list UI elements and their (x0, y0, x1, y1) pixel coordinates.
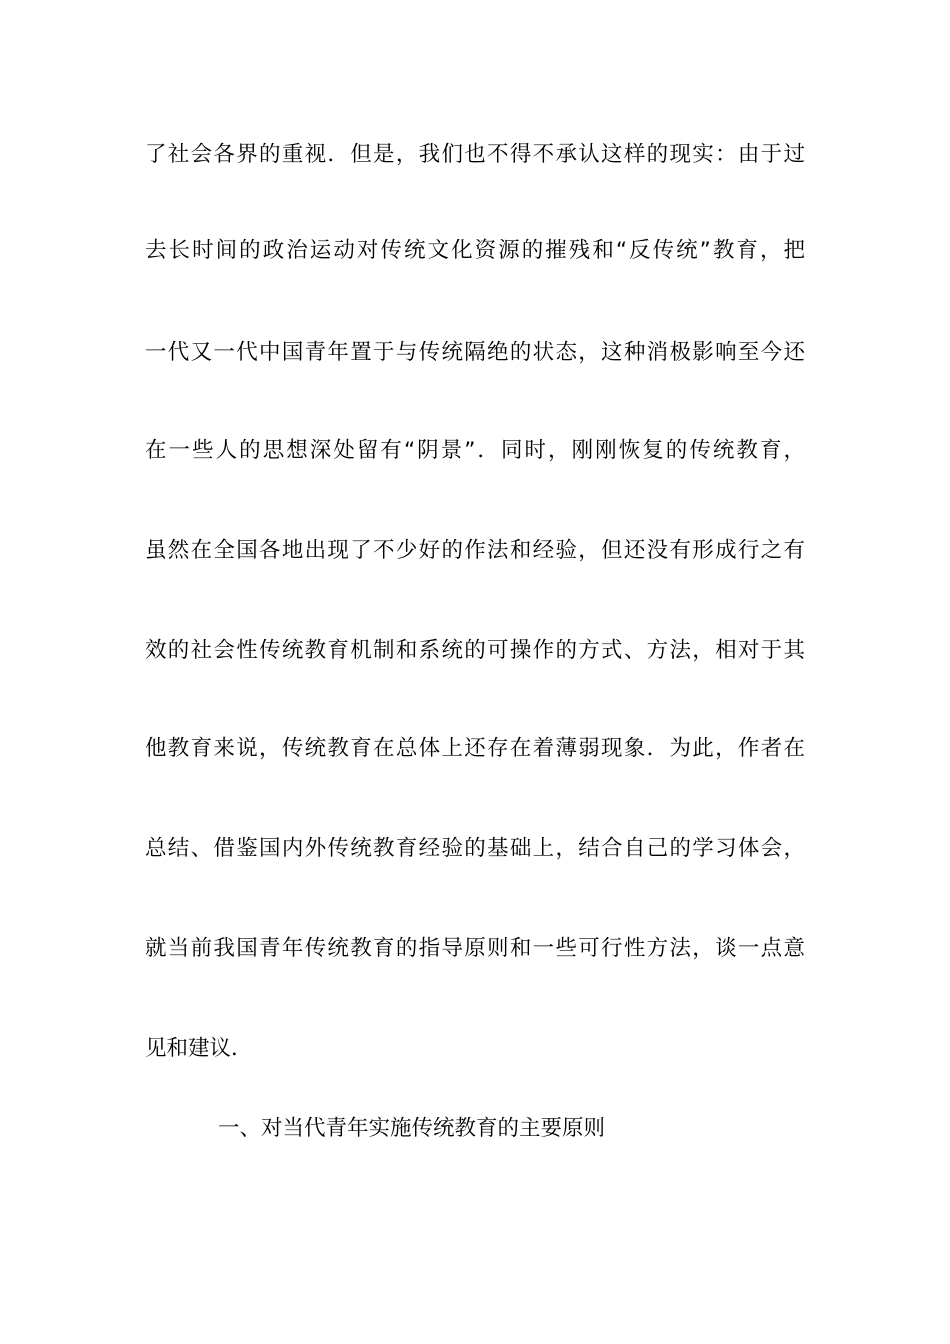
paragraph-line: 总结、借鉴国内外传统教育经验的基础上，结合自己的学习体会， (145, 836, 805, 861)
paragraph-line: 去长时间的政治运动对传统文化资源的摧残和“反传统”教育，把 (145, 238, 805, 263)
paragraph-line: 见和建议． (145, 1036, 253, 1061)
paragraph-line: 就当前我国青年传统教育的指导原则和一些可行性方法，谈一点意 (145, 936, 805, 961)
paragraph-line: 在一些人的思想深处留有“阴景”．同时，刚刚恢复的传统教育， (145, 438, 805, 463)
paragraph-line: 了社会各界的重视．但是，我们也不得不承认这样的现实：由于过 (145, 142, 805, 167)
paragraph-line: 一代又一代中国青年置于与传统隔绝的状态，这种消极影响至今还 (145, 340, 805, 365)
paragraph-line: 他教育来说，传统教育在总体上还存在着薄弱现象．为此，作者在 (145, 736, 805, 761)
paragraph-line: 虽然在全国各地出现了不少好的作法和经验，但还没有形成行之有 (145, 538, 805, 563)
paragraph-line: 效的社会性传统教育机制和系统的可操作的方式、方法，相对于其 (145, 638, 805, 663)
section-heading: 一、对当代青年实施传统教育的主要原则 (218, 1116, 606, 1141)
